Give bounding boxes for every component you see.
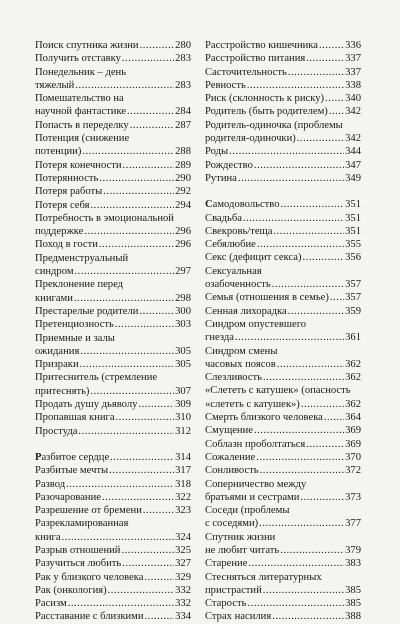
index-entry-term: Помешательство на <box>35 93 124 105</box>
dot-leader <box>272 278 344 291</box>
dot-leader <box>324 411 344 424</box>
index-entry <box>35 464 191 477</box>
index-entry <box>205 145 361 158</box>
index-entry-term: Разбитые мечты <box>35 465 109 477</box>
index-entry-term: Попасть в переделку <box>35 119 129 131</box>
index-entry <box>205 305 361 318</box>
index-entry <box>205 225 361 238</box>
index-entry-term: часовых поясов <box>205 358 276 370</box>
index-entry-page-number: 337 <box>345 66 361 78</box>
index-entry <box>205 531 361 558</box>
index-entry-page-number: 342 <box>345 133 361 145</box>
index-entry-term: Стесняться литературных <box>205 571 322 583</box>
index-entry-term: Приемные и залы <box>35 332 115 344</box>
index-entry-page-number: 298 <box>175 292 191 304</box>
index-entry-page-number: 338 <box>345 79 361 91</box>
dot-leader <box>99 172 174 185</box>
index-entry-page-number: 300 <box>175 305 191 317</box>
index-entry-page-number: 385 <box>345 598 361 610</box>
index-entry <box>35 159 191 172</box>
index-entry-page-number: 364 <box>345 412 361 424</box>
index-entry-term: Родитель (быть родителем) <box>205 106 328 118</box>
index-entry-page-number: 305 <box>175 345 191 357</box>
index-entry-page-number: 355 <box>345 239 361 251</box>
index-entry <box>205 159 361 172</box>
index-entry-page-number: 362 <box>345 398 361 410</box>
dot-leader <box>247 597 344 610</box>
index-entry-term: Сонливость <box>205 465 259 477</box>
index-entry-page-number: 317 <box>175 465 191 477</box>
dot-leader <box>248 557 344 570</box>
index-entry-term: Продать душу дьяволу <box>35 399 138 411</box>
dot-leader <box>257 238 344 251</box>
dot-leader <box>306 438 344 451</box>
index-entry-term: Себялюбие <box>205 239 256 251</box>
index-entry-term: Потребность в эмоциональной <box>35 212 174 224</box>
index-entry-term: родителя-одиночки) <box>205 133 296 145</box>
dot-leader <box>103 185 174 198</box>
index-entry-page-number: 357 <box>345 292 361 304</box>
index-entry-term: озабоченность <box>205 279 271 291</box>
index-entry-page-number: 324 <box>175 531 191 543</box>
dot-leader <box>62 531 175 544</box>
index-entry-term: Старость <box>205 598 247 610</box>
index-entry-page-number: 289 <box>175 159 191 171</box>
index-entry-page-number: 309 <box>175 399 191 411</box>
index-entry <box>205 79 361 92</box>
index-entry-term: Предменструальный <box>35 252 129 264</box>
index-entry-page-number: 314 <box>175 451 191 463</box>
dot-leader <box>297 132 344 145</box>
index-entry-page-number: 357 <box>345 279 361 291</box>
index-entry <box>35 252 191 279</box>
index-entry-page-number: 332 <box>175 598 191 610</box>
index-entry <box>35 504 191 517</box>
index-entry-page-number: 362 <box>345 372 361 384</box>
index-entry <box>35 411 191 424</box>
index-entry <box>35 199 191 212</box>
dot-leader <box>254 424 344 437</box>
index-entry-term: Престарелые родители <box>35 305 139 317</box>
index-entry <box>205 198 361 211</box>
index-entry-page-number: 388 <box>345 611 361 623</box>
index-entry-term: Разрешение от бремени <box>35 505 142 517</box>
dot-leader <box>273 225 344 238</box>
index-entry-term: Призраки <box>35 359 79 371</box>
index-entry-term: Смущение <box>205 425 253 437</box>
index-entry-term: Сексуальная <box>205 265 262 277</box>
index-entry-term: научной фантастике <box>35 106 127 118</box>
index-entry-term: братьями и сестрами <box>205 491 300 503</box>
index-entry-page-number: 296 <box>175 239 191 251</box>
dot-leader <box>102 491 174 504</box>
index-entry-term: Старение <box>205 558 248 570</box>
index-entry-page-number: 284 <box>175 106 191 118</box>
index-entry <box>35 425 191 438</box>
index-entry-page-number: 340 <box>345 93 361 105</box>
index-entry <box>205 597 361 610</box>
index-entry-term: Потеря работы <box>35 186 103 198</box>
index-entry <box>205 39 361 52</box>
index-entry <box>35 318 191 331</box>
index-entry-term: «слететь с катушек») <box>205 398 300 410</box>
dot-leader <box>329 105 344 118</box>
index-entry-page-number: 310 <box>175 412 191 424</box>
index-column-left <box>35 39 191 624</box>
index-entry-term: Синдром смены <box>205 345 278 357</box>
dot-leader <box>288 305 344 318</box>
dot-leader <box>260 464 344 477</box>
index-entry-page-number: 336 <box>345 40 361 51</box>
index-entry-page-number: 280 <box>175 40 191 51</box>
index-entry-term: Расстройство кишечника <box>205 40 318 51</box>
index-entry-term: книгами <box>35 292 73 304</box>
index-entry-term: Самодовольство <box>205 199 280 211</box>
index-entry-page-number: 327 <box>175 558 191 570</box>
dot-leader <box>91 199 175 212</box>
index-entry-page-number: 379 <box>345 544 361 556</box>
index-entry-term: Поиск спутника жизни <box>35 40 139 51</box>
index-entry-term: Простуда <box>35 425 78 437</box>
index-entry-term: Соперничество между <box>205 478 307 490</box>
index-entry <box>35 332 191 359</box>
index-entry-page-number: 290 <box>175 172 191 184</box>
dot-leader <box>110 451 174 464</box>
index-entry-page-number: 325 <box>175 544 191 556</box>
index-entry-term: книга <box>35 531 61 543</box>
index-entry <box>205 318 361 345</box>
index-entry-term: Расстройство питания <box>205 53 306 65</box>
index-entry <box>35 358 191 371</box>
dot-leader <box>325 92 344 105</box>
index-entry <box>205 438 361 451</box>
index-entry-page-number: 351 <box>345 199 361 211</box>
index-entry-term: Расставание с близкими <box>35 611 144 623</box>
dot-leader <box>139 305 174 318</box>
index-entry <box>205 291 361 304</box>
index-entry-term: Преклонение перед <box>35 279 124 291</box>
dot-leader <box>90 385 174 398</box>
index-entry-term: пристрастий <box>205 584 262 596</box>
index-entry-term: притеснять) <box>35 385 90 397</box>
dot-leader <box>281 198 345 211</box>
index-entry-term: Расизм <box>35 598 67 610</box>
index-entry-page-number: 312 <box>175 425 191 437</box>
index-entry-page-number: 361 <box>345 332 361 344</box>
dot-leader <box>330 291 344 304</box>
index-entry <box>205 345 361 372</box>
index-entry-term: Синдром опустевшего <box>205 318 307 330</box>
dot-leader <box>288 66 344 79</box>
dot-leader <box>80 345 174 358</box>
index-entry-term: Роды <box>205 146 229 158</box>
index-entry <box>35 132 191 159</box>
index-entry <box>35 172 191 185</box>
dot-leader <box>247 79 344 92</box>
index-entry-page-number: 334 <box>175 611 191 623</box>
index-entry <box>205 172 361 185</box>
index-entry-page-number: 297 <box>175 266 191 278</box>
dot-leader <box>254 159 344 172</box>
index-entry-page-number: 362 <box>345 358 361 370</box>
index-entry-term: Претенциозность <box>35 319 114 331</box>
index-entry-term: Секс (дефицит секса) <box>205 252 302 264</box>
index-entry <box>35 584 191 597</box>
index-entry-term: синдром <box>35 266 74 278</box>
index-entry-term: Потеря себя <box>35 199 90 211</box>
index-entry <box>205 411 361 424</box>
dot-leader <box>300 491 344 504</box>
index-entry-page-number: 288 <box>175 146 191 158</box>
dot-leader <box>263 371 344 384</box>
index-entry <box>205 504 361 531</box>
dot-leader <box>68 597 174 610</box>
index-entry-page-number: 322 <box>175 491 191 503</box>
index-entry-page-number: 351 <box>345 212 361 224</box>
index-entry-page-number: 344 <box>345 146 361 158</box>
index-entry-term: «Слететь с катушек» (опасность <box>205 385 351 397</box>
dot-leader <box>263 584 344 597</box>
index-entry-term: Риск (склонность к риску) <box>205 93 325 105</box>
index-entry-term: Поход в гости <box>35 239 98 251</box>
index-entry-term: Разрекламированная <box>35 518 129 530</box>
index-entry <box>35 451 191 464</box>
dot-leader <box>138 398 174 411</box>
dot-leader <box>319 39 344 52</box>
index-entry-term: Свекровь/теща <box>205 225 273 237</box>
index-entry <box>205 251 361 264</box>
index-entry <box>35 571 191 584</box>
index-entry <box>205 478 361 505</box>
index-entry <box>205 384 361 411</box>
index-entry-page-number: 373 <box>345 491 361 503</box>
index-entry-page-number: 383 <box>345 558 361 570</box>
index-entry-page-number: 359 <box>345 305 361 317</box>
dot-leader <box>145 610 175 623</box>
index-entry <box>205 464 361 477</box>
dot-leader <box>144 571 174 584</box>
index-entry-term: поддержке <box>35 226 84 238</box>
index-entry-term: Разучиться любить <box>35 558 122 570</box>
index-entry-page-number: 349 <box>345 172 361 184</box>
index-entry-page-number: 329 <box>175 571 191 583</box>
dot-leader <box>238 172 344 185</box>
index-entry <box>35 212 191 239</box>
index-column-right <box>205 39 361 624</box>
index-entry-page-number: 337 <box>345 53 361 65</box>
index-entry-page-number: 369 <box>345 425 361 437</box>
index-entry-page-number: 307 <box>175 385 191 397</box>
index-entry-term: Получить отставку <box>35 53 121 65</box>
index-entry-page-number: 369 <box>345 438 361 450</box>
dot-leader <box>143 504 174 517</box>
index-entry <box>205 557 361 570</box>
index-entry <box>205 571 361 598</box>
index-entry-term: Разрыв отношений <box>35 544 121 556</box>
index-entry-term: Семья (отношения в семье) <box>205 292 329 304</box>
index-entry <box>205 105 361 118</box>
index-entry-term: Разочарование <box>35 491 101 503</box>
index-entry-term: Соблазн проболтаться <box>205 438 306 450</box>
index-entry-term: Ревность <box>205 79 246 91</box>
index-entry-term: ожидания <box>35 345 80 357</box>
index-entry <box>205 451 361 464</box>
index-entry-term: Свадьба <box>205 212 242 224</box>
dot-leader <box>74 292 174 305</box>
index-entry <box>205 265 361 292</box>
index-entry-term: Соседи (проблемы <box>205 505 290 517</box>
dot-leader <box>306 52 344 65</box>
dot-leader <box>127 105 174 118</box>
index-entry <box>35 544 191 557</box>
dot-leader <box>301 398 344 411</box>
dot-leader <box>243 212 344 225</box>
dot-leader <box>66 478 174 491</box>
index-entry-term: Спутник жизни <box>205 531 276 543</box>
dot-leader <box>109 464 174 477</box>
index-entry <box>35 557 191 570</box>
index-entry <box>205 119 361 146</box>
index-entry-page-number: 283 <box>175 53 191 65</box>
dot-leader <box>108 584 174 597</box>
index-entry <box>35 491 191 504</box>
index-entry-term: Страх насилия <box>205 611 272 623</box>
index-entry <box>35 610 191 623</box>
dot-leader <box>259 517 344 530</box>
dot-leader <box>75 265 175 278</box>
index-entry-term: Сожаление <box>205 451 256 463</box>
index-entry-page-number: 351 <box>345 225 361 237</box>
dot-leader <box>277 358 344 371</box>
index-entry-term: с соседями) <box>205 518 259 530</box>
index-entry <box>205 424 361 437</box>
index-entry-term: Притеснитель (стремление <box>35 372 158 384</box>
index-entry-term: Разбитое сердце <box>35 451 110 463</box>
index-entry <box>35 398 191 411</box>
index-entry-page-number: 303 <box>175 319 191 331</box>
index-entry-page-number: 347 <box>345 159 361 171</box>
index-entry <box>35 66 191 93</box>
index-entry-page-number: 283 <box>175 79 191 91</box>
index-entry-page-number: 294 <box>175 199 191 211</box>
index-entry-term: Слезливость <box>205 372 262 384</box>
dot-leader <box>140 39 175 52</box>
index-entry-page-number: 342 <box>345 106 361 118</box>
index-entry-page-number: 377 <box>345 518 361 530</box>
index-entry <box>205 610 361 623</box>
index-entry <box>35 597 191 610</box>
dot-leader <box>82 145 174 158</box>
index-entry-page-number: 292 <box>175 186 191 198</box>
index-entry-term: Потеря конечности <box>35 159 122 171</box>
index-entry-term: Рак (онкология) <box>35 584 107 596</box>
index-entry <box>35 52 191 65</box>
index-entry-page-number: 323 <box>175 505 191 517</box>
index-entry-term: Састочительность <box>205 66 287 78</box>
dot-leader <box>272 610 344 623</box>
index-entry-term: Потерянность <box>35 172 99 184</box>
index-entry-term: тяжелый <box>35 79 75 91</box>
index-entry-page-number: 305 <box>175 359 191 371</box>
index-entry-term: Рак у близкого человека <box>35 571 144 583</box>
index-entry-term: гнезда <box>205 332 234 344</box>
index-entry-page-number: 296 <box>175 226 191 238</box>
dot-leader <box>78 425 174 438</box>
index-entry <box>205 212 361 225</box>
index-entry-page-number: 385 <box>345 584 361 596</box>
dot-leader <box>122 557 174 570</box>
dot-leader <box>99 238 174 251</box>
index-entry-term: Потенция (снижение <box>35 133 130 145</box>
index-entry <box>35 278 191 305</box>
index-entry-page-number: 318 <box>175 478 191 490</box>
index-entry <box>35 478 191 491</box>
index-entry-term: Сенная лихорадка <box>205 305 287 317</box>
index-entry <box>205 66 361 79</box>
dot-leader <box>280 544 344 557</box>
index-entry <box>205 238 361 251</box>
index-entry-term: не любит читать <box>205 544 280 556</box>
index-entry-term: Понедельник – день <box>35 66 127 78</box>
index-entry-page-number: 332 <box>175 584 191 596</box>
index-entry <box>205 371 361 384</box>
dot-leader <box>121 544 174 557</box>
dot-leader <box>115 318 174 331</box>
dot-leader <box>256 451 344 464</box>
index-entry <box>35 517 191 544</box>
dot-leader <box>123 159 175 172</box>
dot-leader <box>303 251 345 264</box>
index-entry-page-number: 356 <box>345 252 361 264</box>
index-entry-term: Рождество <box>205 159 253 171</box>
index-entry <box>35 185 191 198</box>
index-entry <box>35 371 191 398</box>
index-entry <box>35 92 191 119</box>
dot-leader <box>84 225 174 238</box>
dot-leader <box>235 331 344 344</box>
dot-leader <box>130 119 174 132</box>
index-entry <box>35 39 191 52</box>
dot-leader <box>75 79 174 92</box>
dot-leader <box>229 145 344 158</box>
index-entry <box>205 92 361 105</box>
index-entry-page-number: 370 <box>345 451 361 463</box>
index-entry <box>35 238 191 251</box>
dot-leader <box>122 52 174 65</box>
index-entry-term: Смерть близкого человека <box>205 412 323 424</box>
dot-leader <box>116 411 175 424</box>
index-entry-term: Родитель-одиночка (проблемы <box>205 119 343 131</box>
dot-leader <box>80 358 174 371</box>
index-entry-term: Пропавшая книга <box>35 412 115 424</box>
index-entry-page-number: 287 <box>175 119 191 131</box>
index-entry-term: Развод <box>35 478 66 490</box>
index-entry-term: Рутина <box>205 172 237 184</box>
index-entry <box>205 52 361 65</box>
index-entry <box>35 119 191 132</box>
index-entry-page-number: 372 <box>345 465 361 477</box>
index-entry-term: потенции) <box>35 146 82 158</box>
index-entry <box>35 305 191 318</box>
